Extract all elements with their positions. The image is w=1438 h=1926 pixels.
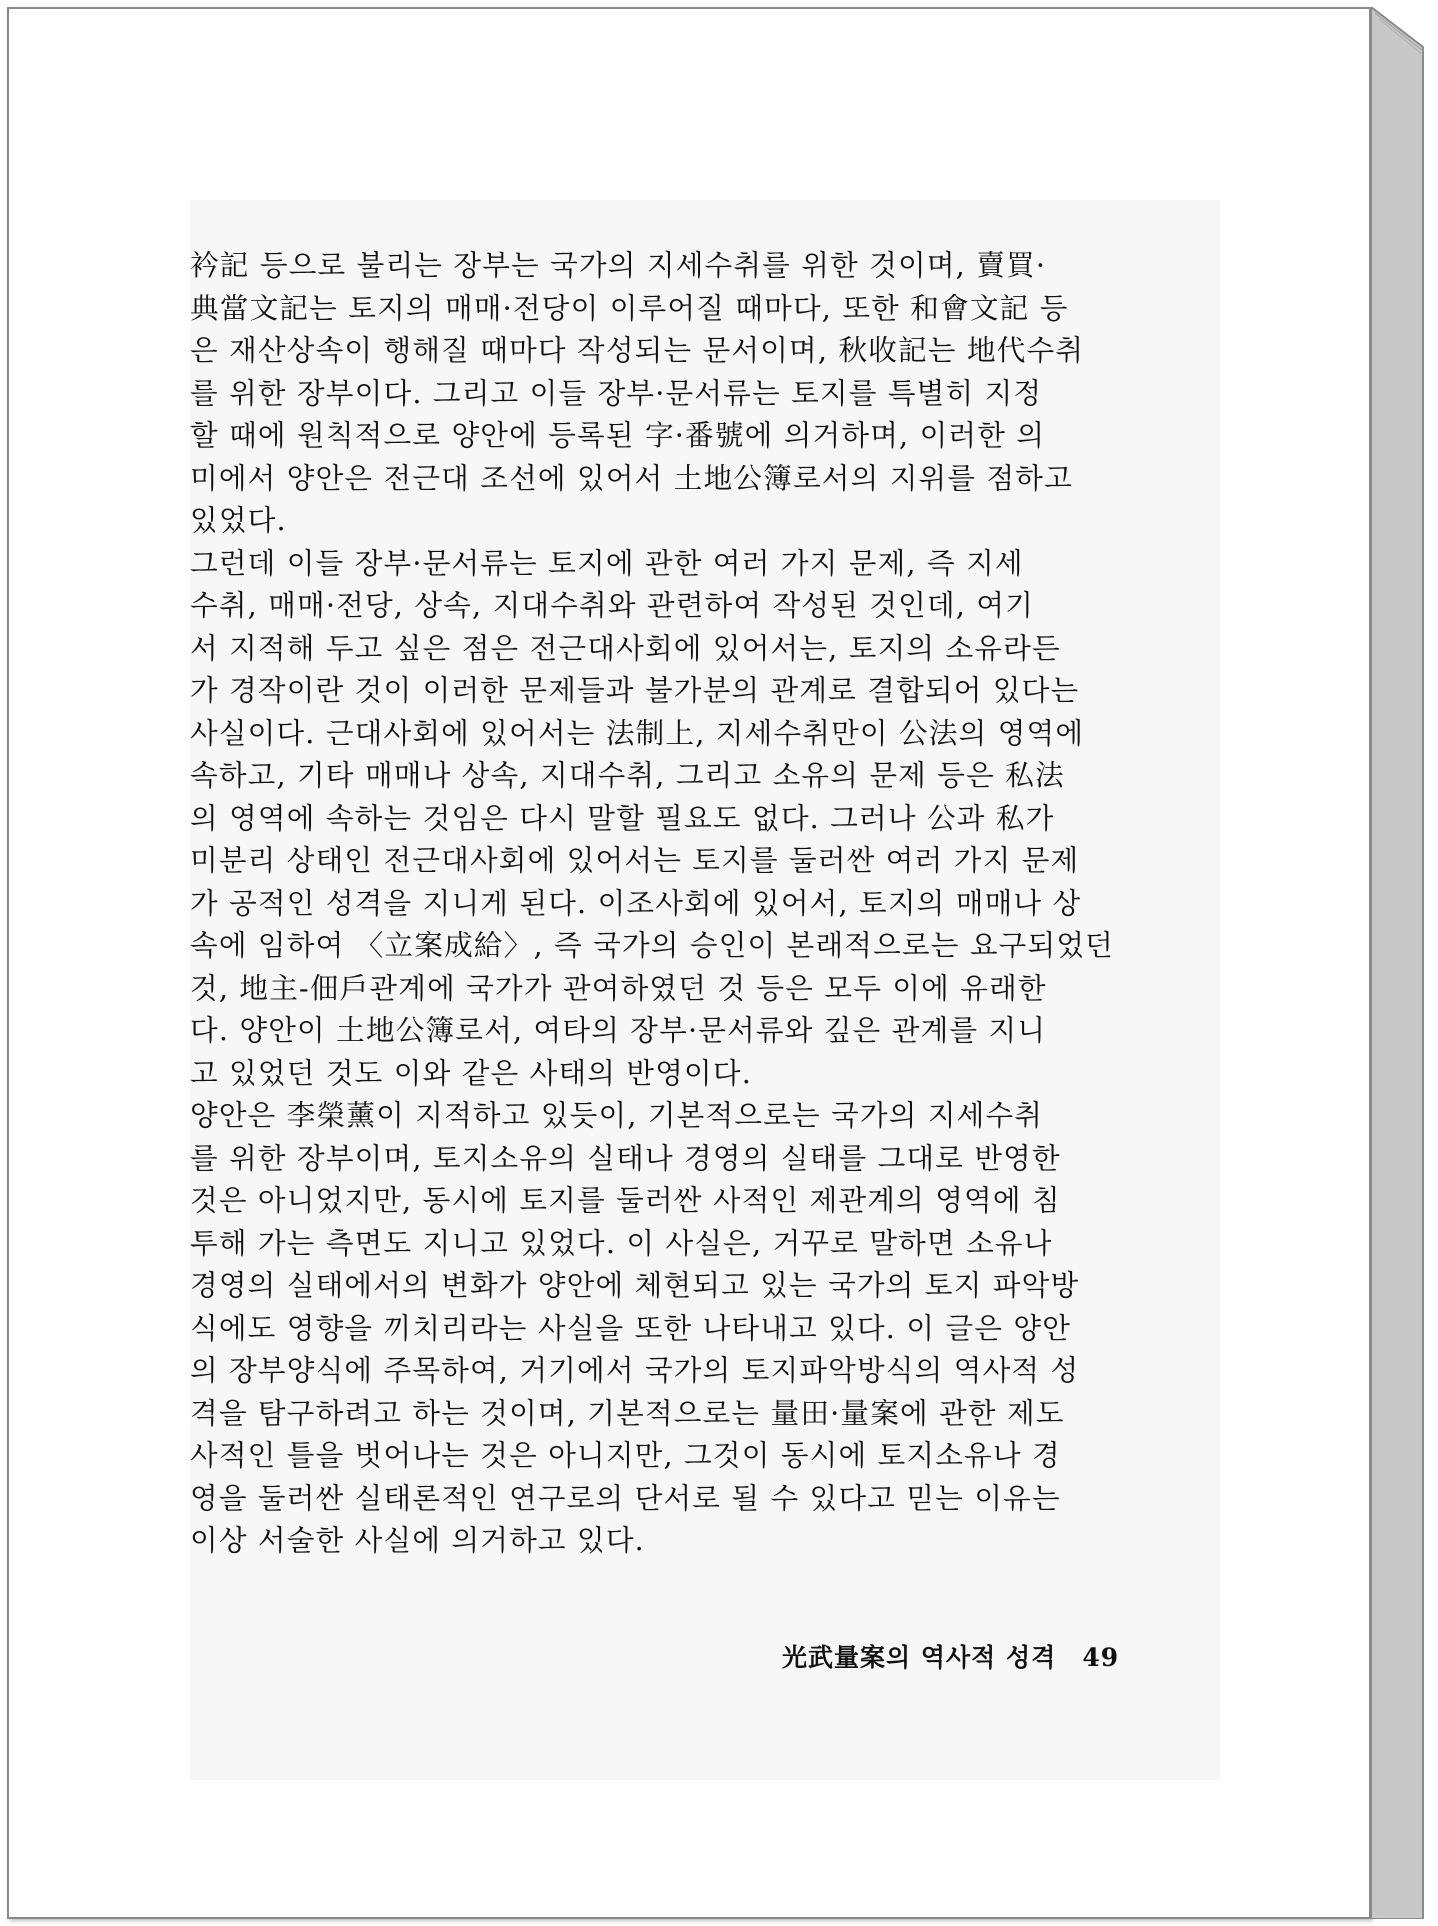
text-line: 사적인 틀을 벗어나는 것은 아니지만, 그것이 동시에 토지소유나 경 [190,1438,1061,1472]
page-thickness-edge [1371,7,1431,1919]
text-line: 의 장부양식에 주목하여, 거기에서 국가의 토지파악방식의 역사적 성 [190,1353,1080,1387]
text-line: 투해 가는 측면도 지니고 있었다. 이 사실은, 거꾸로 말하면 소유나 [190,1225,1053,1260]
body-text [190,244,1190,1562]
page-footer [782,1638,1119,1674]
text-line: 미분리 상태인 전근대사회에 있어서는 토지를 둘러싼 여러 가지 문제 [190,843,1080,877]
running-title: 光武量案의 역사적 성격 [782,1643,1057,1672]
text-line: 영을 둘러싼 실태론적인 연구로의 단서로 될 수 있다고 믿는 이유는 [190,1480,1061,1515]
text-line: 이상 서술한 사실에 의거하고 있다. [190,1523,645,1557]
text-line: 경영의 실태에서의 변화가 양안에 체현되고 있는 국가의 토지 파악방 [190,1268,1080,1302]
text-line: 고 있었던 것도 이와 같은 사태의 반영이다. [190,1055,752,1090]
text-line: 사실이다. 근대사회에 있어서는 法制上, 지세수취만이 公法의 영역에 [190,715,1085,750]
text-line: 가 공적인 성격을 지니게 된다. 이조사회에 있어서, 토지의 매매나 상 [190,885,1082,920]
text-line: 典當文記는 토지의 매매·전당이 이루어질 때마다, 또한 和會文記 등 [190,290,1069,325]
text-line: 衿記 등으로 불리는 장부는 국가의 지세수취를 위한 것이며, 賣買· [190,248,1047,282]
text-line: 것은 아니었지만, 동시에 토지를 둘러싼 사적인 제관계의 영역에 침 [190,1183,1061,1217]
text-line: 있었다. [190,503,287,537]
text-line: 속하고, 기타 매매나 상속, 지대수취, 그리고 소유의 문제 등은 私法 [190,758,1065,792]
text-line: 의 영역에 속하는 것임은 다시 말할 필요도 없다. 그러나 公과 私가 [190,800,1055,835]
text-line: 를 위한 장부이다. 그리고 이들 장부·문서류는 토지를 특별히 지정 [190,375,1043,410]
text-line: 은 재산상속이 행해질 때마다 작성되는 문서이며, 秋收記는 地代수취 [190,333,1085,367]
text-line: 다. 양안이 土地公簿로서, 여타의 장부·문서류와 깊은 관계를 지니 [190,1013,1047,1047]
text-line: 가 경작이란 것이 이러한 문제들과 불가분의 관계로 결합되어 있다는 [190,673,1080,707]
text-line: 격을 탐구하려고 하는 것이며, 기본적으로는 量田·量案에 관한 제도 [190,1395,1065,1430]
text-line: 것, 地主-佃戶관계에 국가가 관여하였던 것 등은 모두 이에 유래한 [190,970,1047,1005]
text-line: 를 위한 장부이며, 토지소유의 실태나 경영의 실태를 그대로 반영한 [190,1140,1061,1175]
text-line: 수취, 매매·전당, 상속, 지대수취와 관련하여 작성된 것인데, 여기 [190,588,1035,622]
page-number: 49 [1082,1643,1120,1672]
text-line: 서 지적해 두고 싶은 점은 전근대사회에 있어서는, 토지의 소유라든 [190,630,1061,665]
text-line: 양안은 李榮薰이 지적하고 있듯이, 기본적으로는 국가의 지세수취 [190,1098,1044,1132]
text-line: 속에 임하여 〈立案成給〉, 즉 국가의 승인이 본래적으로는 요구되었던 [190,928,1114,962]
text-line: 그런데 이들 장부·문서류는 토지에 관한 여러 가지 문제, 즉 지세 [190,545,1024,580]
text-line: 미에서 양안은 전근대 조선에 있어서 土地公簿로서의 지위를 점하고 [190,460,1073,495]
text-line: 식에도 영향을 끼치리라는 사실을 또한 나타내고 있다. 이 글은 양안 [190,1310,1072,1345]
text-line: 할 때에 원칙적으로 양안에 등록된 字·番號에 의거하며, 이러한 의 [190,418,1046,452]
